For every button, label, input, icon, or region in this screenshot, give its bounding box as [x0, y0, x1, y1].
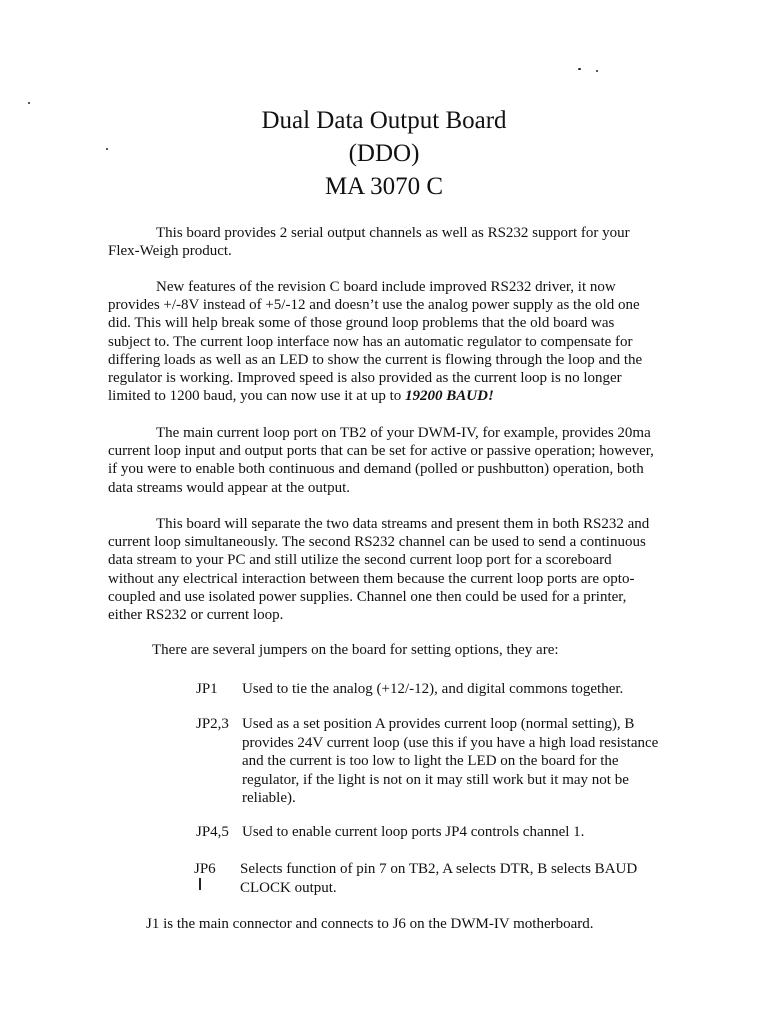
jumper-description: Selects function of pin 7 on TB2, A selects DTR, B selects BAUD CLOCK output. — [240, 861, 638, 896]
jumper-label: JP1 — [196, 681, 218, 697]
title-main: Dual Data Output Board — [261, 107, 507, 134]
paragraph-data-streams — [108, 515, 660, 624]
paragraph-new-features — [108, 278, 660, 405]
jumper-item-jp6 — [196, 860, 666, 897]
scan-speck — [596, 70, 598, 72]
title-abbreviation: (DDO) — [348, 140, 420, 167]
jumper-item-jp2-3 — [196, 715, 666, 808]
title-model-number: MA 3070 C — [324, 173, 444, 200]
paragraph-intro-text: This board provides 2 serial output channels as well as RS232 support for your Flex-Weigh product. — [108, 225, 630, 260]
jumper-item-jp1 — [196, 680, 666, 699]
paragraph-current-loop-text: The main current loop port on TB2 of your DWM-IV, for example, provides 20ma current loop input and output ports that can be set for active or passive operation; however, if you were to enable both continuous and demand (polled or pushbutton) operation, both data streams would appear at the output. — [108, 425, 654, 496]
jumper-description: Used to enable current loop ports JP4 controls channel 1. — [242, 824, 585, 840]
scan-speck — [578, 68, 581, 70]
jumper-item-jp4-5 — [196, 823, 666, 842]
pen-mark — [199, 878, 201, 890]
jumper-label: JP2,3 — [196, 716, 229, 732]
jumper-label: JP6 — [194, 861, 216, 877]
paragraph-current-loop — [108, 424, 660, 497]
paragraph-new-features-text: New features of the revision C board include improved RS232 driver, it now provides +/-8V instead of +5/-12 and doesn’t use the analog power supply as the old one did. This will help break some of those ground loop problems that the old board was subject to. The current loop interface now has an automatic regulator to compensate for differing loads as well as an LED to show the current is flowing through the loop and the regulator is working. Improved speed is also provided as the current loop is no longer limited to 1200 baud, you can now use it at up to — [108, 279, 643, 405]
jumper-label: JP4,5 — [196, 824, 229, 840]
paragraph-data-streams-text: This board will separate the two data streams and present them in both RS232 and current loop simultaneously. The second RS232 channel can be used to send a continuous data stream to your PC and still utilize the second current loop port for a scoreboard without any electrical interaction between them because the current loop ports are opto-coupled and use isolated power supplies. Channel one then could be used for a printer, either RS232 or current loop. — [108, 516, 650, 624]
connector-note: J1 is the main connector and connects to J6 on the DWM-IV motherboard. — [146, 916, 594, 932]
jumper-description: Used as a set position A provides current loop (normal setting), B provides 24V current loop (use this if you have a high load resistance and the current is too low to light the LED on the board for the regulator, if the light is not on it may still work but it may not be reliable). — [242, 716, 659, 806]
jumpers-intro: There are several jumpers on the board for setting options, they are: — [152, 642, 559, 658]
baud-emphasis: 19200 BAUD! — [405, 388, 494, 405]
jumper-description: Used to tie the analog (+12/-12), and digital commons together. — [242, 681, 624, 697]
paragraph-intro — [108, 224, 660, 260]
document-title — [0, 104, 768, 203]
